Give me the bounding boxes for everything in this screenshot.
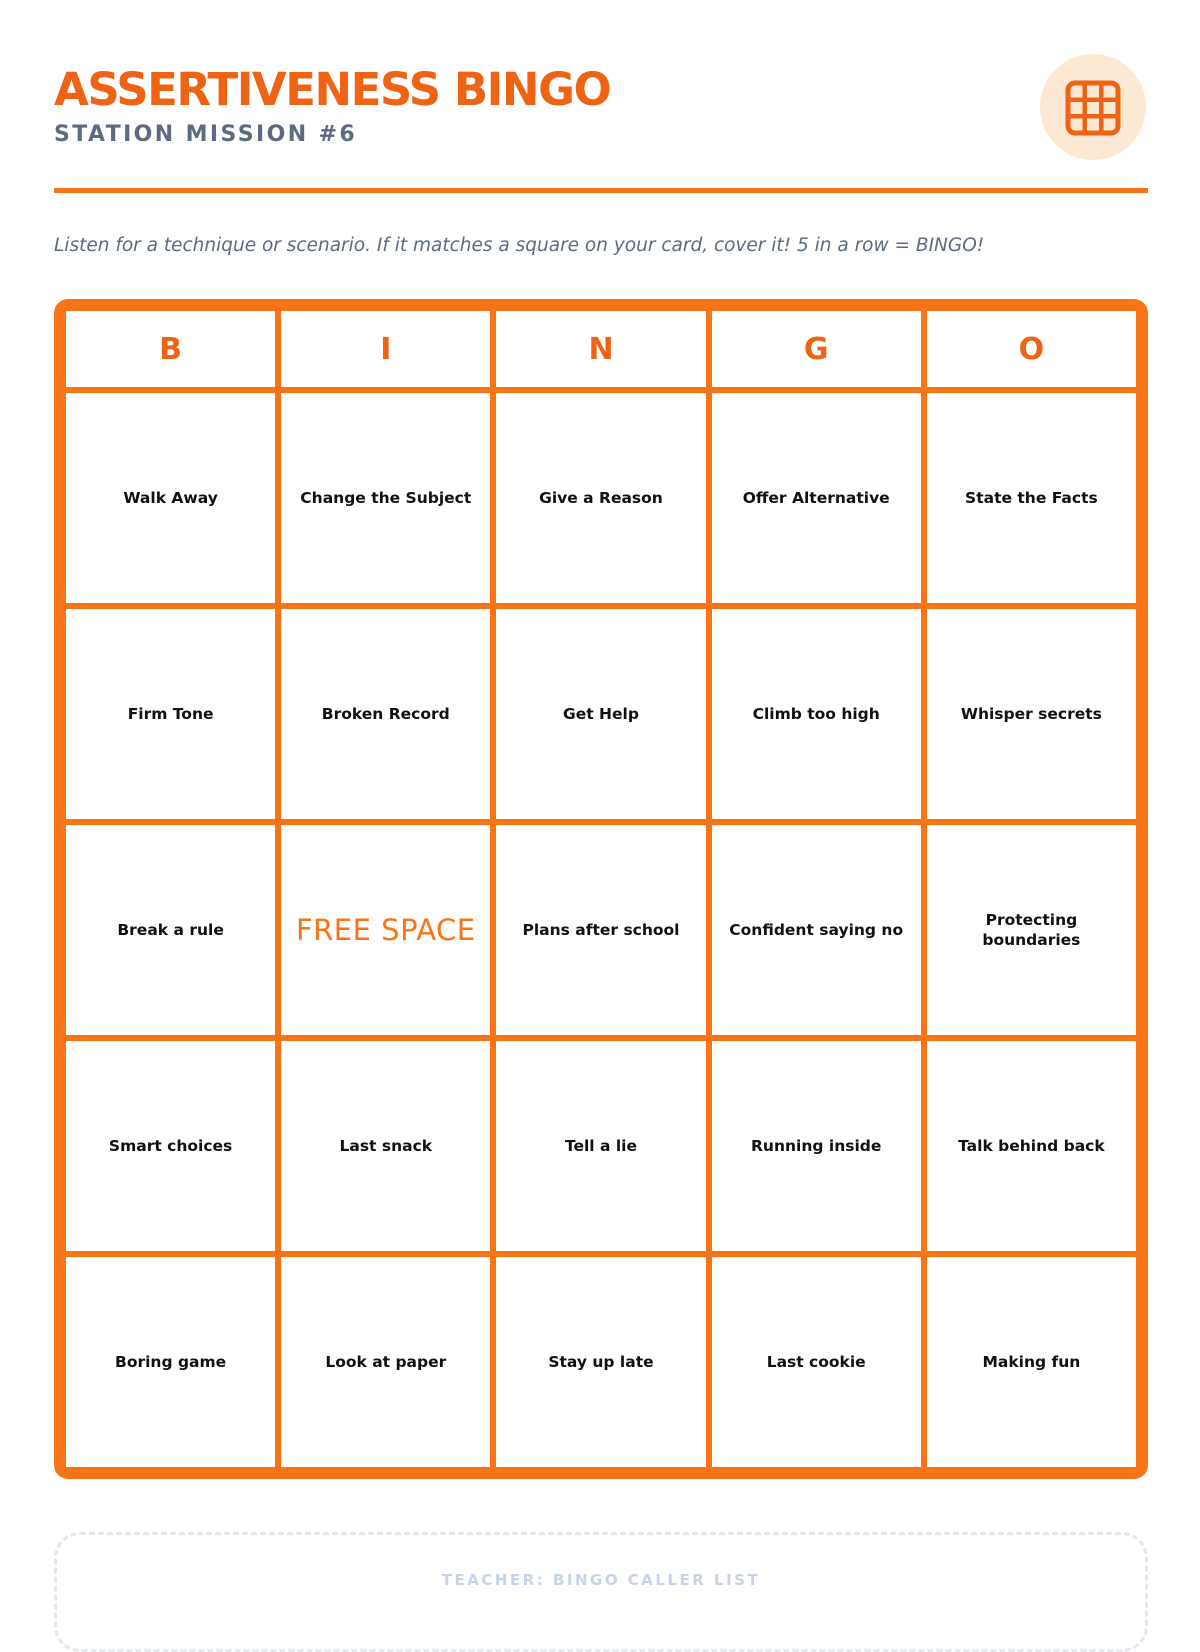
- free-space-square[interactable]: FREE SPACE: [281, 825, 490, 1035]
- bingo-square[interactable]: Look at paper: [281, 1257, 490, 1467]
- bingo-square[interactable]: Confident saying no: [712, 825, 921, 1035]
- teacher-caller-section: [54, 1532, 1148, 1652]
- bingo-square[interactable]: Stay up late: [496, 1257, 705, 1467]
- bingo-square[interactable]: Last snack: [281, 1041, 490, 1251]
- bingo-square[interactable]: Talk behind back: [927, 1041, 1136, 1251]
- bingo-square[interactable]: Give a Reason: [496, 393, 705, 603]
- bingo-grid: [66, 311, 1136, 1467]
- bingo-square[interactable]: Offer Alternative: [712, 393, 921, 603]
- instructions-text: Listen for a technique or scenario. If it matches a square on your card, cover it! 5 in a row = BINGO!: [54, 235, 985, 256]
- bingo-square[interactable]: Break a rule: [66, 825, 275, 1035]
- bingo-square[interactable]: Smart choices: [66, 1041, 275, 1251]
- page-subtitle: STATION MISSION #6: [54, 122, 358, 147]
- header-badge: [1040, 54, 1146, 160]
- bingo-square[interactable]: Running inside: [712, 1041, 921, 1251]
- bingo-square[interactable]: Protecting boundaries: [927, 825, 1136, 1035]
- page-title: ASSERTIVENESS BINGO: [54, 63, 611, 116]
- grid-icon: [1065, 80, 1121, 136]
- bingo-square[interactable]: Walk Away: [66, 393, 275, 603]
- bingo-card: [54, 299, 1148, 1479]
- bingo-square[interactable]: Last cookie: [712, 1257, 921, 1467]
- column-header-b: B: [66, 311, 275, 387]
- bingo-square[interactable]: Whisper secrets: [927, 609, 1136, 819]
- bingo-square[interactable]: Broken Record: [281, 609, 490, 819]
- bingo-square[interactable]: Plans after school: [496, 825, 705, 1035]
- bingo-square[interactable]: Get Help: [496, 609, 705, 819]
- bingo-square[interactable]: Climb too high: [712, 609, 921, 819]
- teacher-section-label: TEACHER: BINGO CALLER LIST: [441, 1571, 761, 1589]
- bingo-square[interactable]: Firm Tone: [66, 609, 275, 819]
- bingo-square[interactable]: Making fun: [927, 1257, 1136, 1467]
- bingo-square[interactable]: Tell a lie: [496, 1041, 705, 1251]
- column-header-g: G: [712, 311, 921, 387]
- column-header-i: I: [281, 311, 490, 387]
- column-header-n: N: [496, 311, 705, 387]
- column-header-o: O: [927, 311, 1136, 387]
- header-divider: [54, 188, 1148, 193]
- bingo-square[interactable]: Boring game: [66, 1257, 275, 1467]
- bingo-square[interactable]: Change the Subject: [281, 393, 490, 603]
- bingo-square[interactable]: State the Facts: [927, 393, 1136, 603]
